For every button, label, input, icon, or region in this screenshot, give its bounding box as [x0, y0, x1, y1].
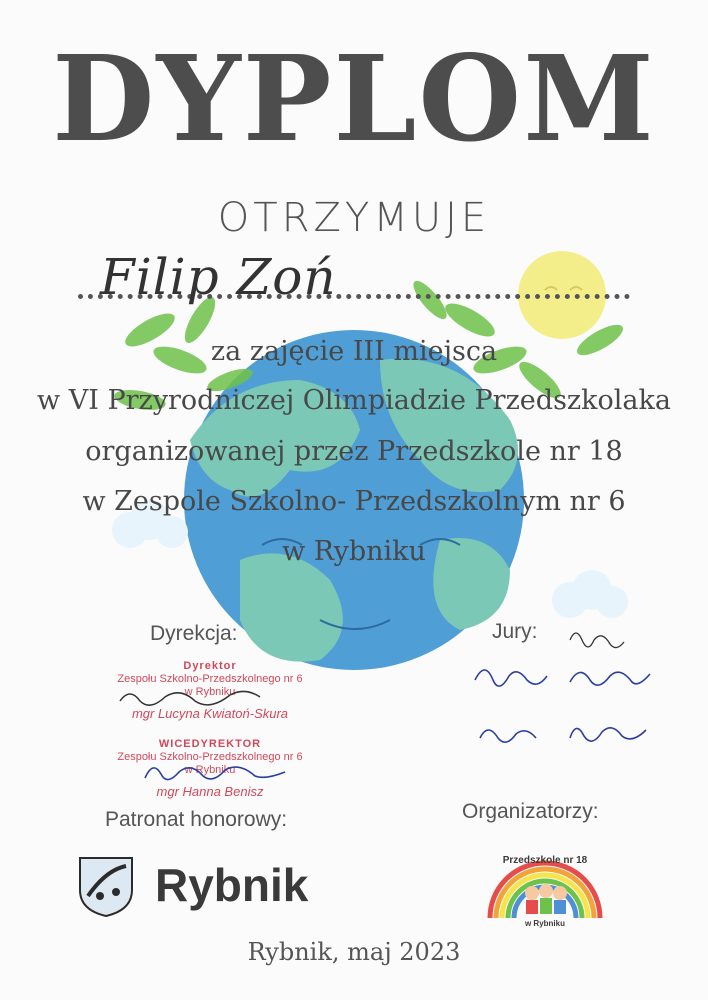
place-and-date: Rybnik, maj 2023: [247, 938, 461, 966]
kindergarten-logo-text: Przedszkole nr 18: [502, 855, 588, 866]
receives-heading: OTRZYMUJE: [217, 195, 491, 241]
kindergarten-logo: [480, 838, 610, 928]
kindergarten-logo-subtext: w Rybniku: [524, 919, 566, 928]
patron-label: Patronat honorowy:: [105, 808, 288, 831]
diploma-title: DYPLOM: [52, 29, 656, 168]
director-signature: [115, 683, 285, 713]
recipient-name: Filip Zoń: [100, 248, 337, 306]
director-stamp-name: mgr Lucyna Kwiatoń-Skura: [131, 706, 289, 721]
deputy-stamp-line2: w Rybniku: [184, 764, 236, 776]
deputy-stamp-role: WICEDYREKTOR: [158, 738, 262, 750]
award-line-3: organizowanej przez Przedszkole nr 18: [85, 436, 623, 467]
rybnik-coat-of-arms-icon: [78, 856, 134, 918]
award-line-4: w Zespole Szkolno- Przedszkolnym nr 6: [82, 486, 626, 517]
director-stamp-line2: w Rybniku: [184, 686, 236, 698]
jury-label: Jury:: [492, 620, 538, 643]
directorate-label: Dyrekcja:: [150, 622, 238, 645]
deputy-signature: [140, 758, 300, 788]
award-line-1: za zajęcie III miejsca: [210, 336, 498, 367]
director-stamp-role: Dyrektor: [183, 660, 237, 672]
director-stamp-line1: Zespołu Szkolno-Przedszkolnego nr 6: [117, 673, 303, 685]
rybnik-logo-text: Rybnik: [155, 859, 309, 911]
award-line-2: w VI Przyrodniczej Olimpiadzie Przedszkolaka: [37, 385, 671, 416]
award-line-5: w Rybniku: [282, 536, 426, 567]
organizers-label: Organizatorzy:: [462, 800, 599, 823]
deputy-stamp-name: mgr Hanna Benisz: [156, 784, 264, 799]
deputy-stamp-line1: Zespołu Szkolno-Przedszkolnego nr 6: [117, 751, 303, 763]
jury-signatures: [470, 620, 670, 760]
